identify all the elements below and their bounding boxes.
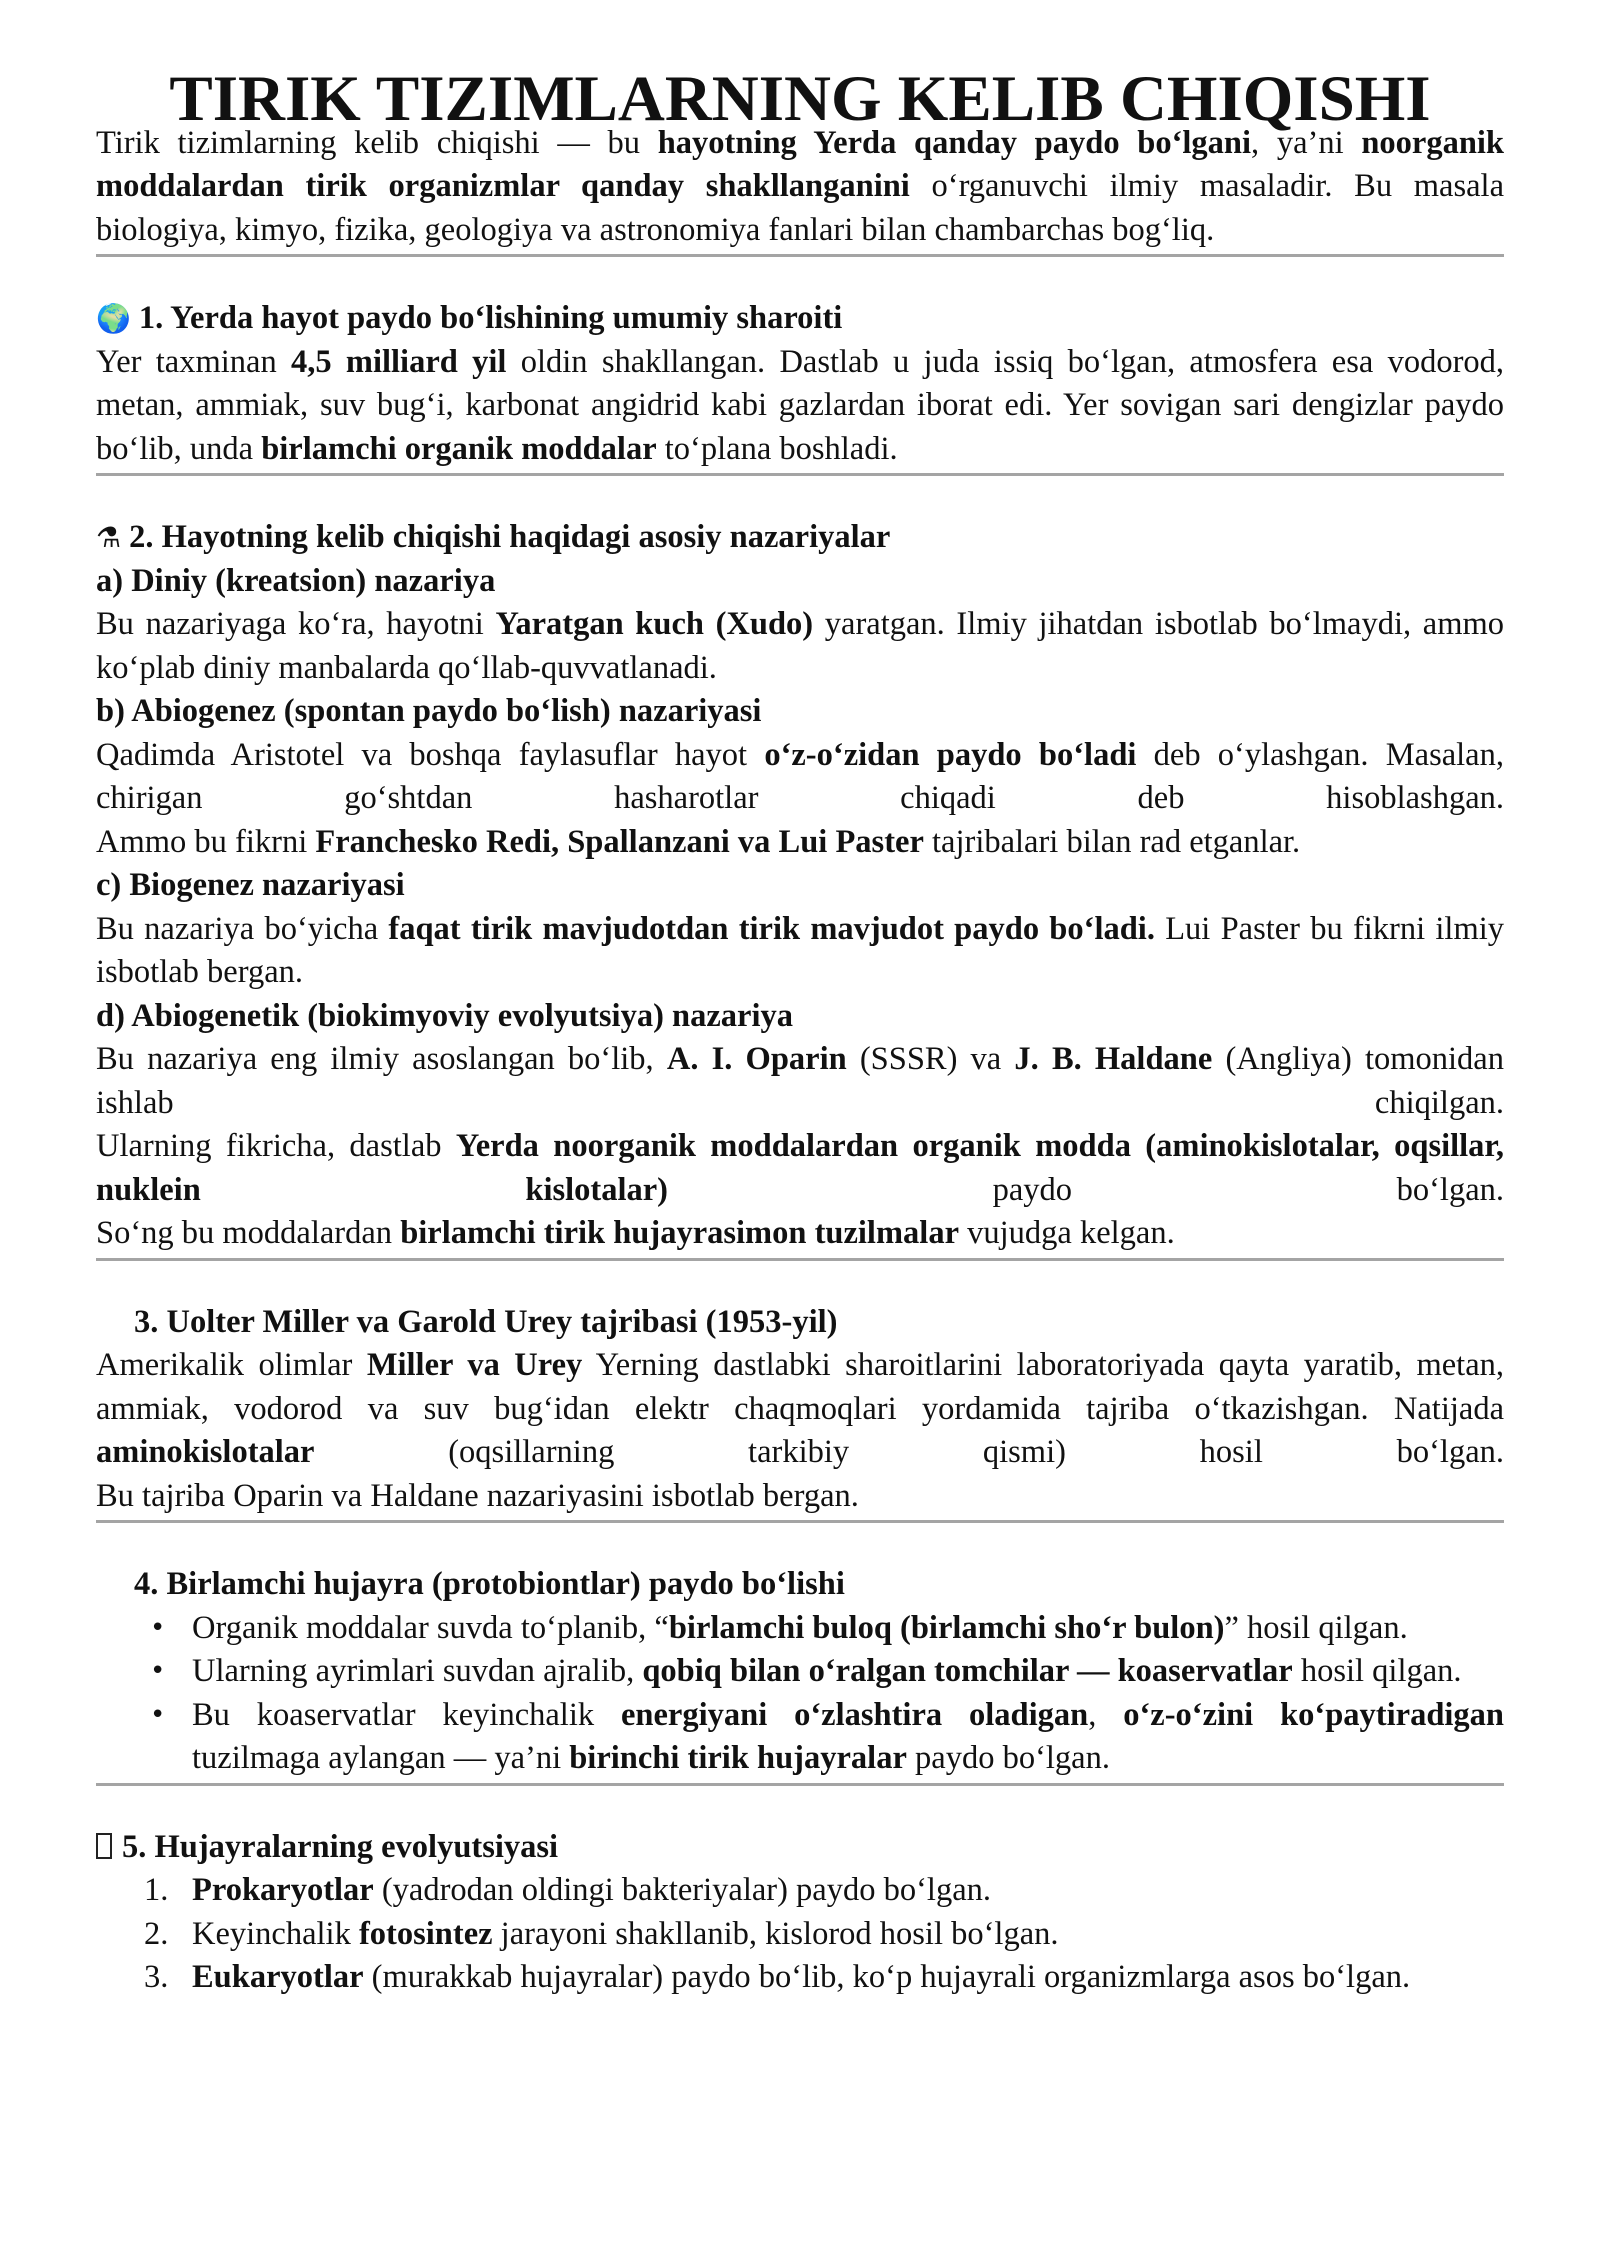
text-run: paydo bo‘lgan.	[906, 1740, 1110, 1776]
text-run: Tirik tizimlarning kelib chiqishi — bu	[96, 124, 658, 161]
text-run: (SSSR) va	[846, 1041, 1015, 1077]
bold-text: 4,5 milliard yil	[290, 343, 507, 380]
section-5-heading	[96, 1826, 1504, 1870]
bold-text: energiyani o‘zlashtira oladigan	[620, 1696, 1089, 1733]
bold-text: noorganik moddalardan tirik organizmlar qanday shakllanganini	[96, 124, 1505, 204]
text-run: hosil qilgan.	[1292, 1653, 1462, 1689]
text-run: (murakkab hujayralar) paydo bo‘lib, ko‘p hujayrali organizmlarga asos bo‘lgan.	[363, 1959, 1411, 1995]
text-run: to‘plana boshladi.	[656, 430, 898, 467]
section-divider	[96, 473, 1504, 476]
document-title: TIRIK TIZIMLARNING KELIB CHIQISHI	[169, 63, 1431, 135]
section-1-heading	[96, 297, 1504, 341]
theory-d-paragraph	[96, 1038, 1504, 1125]
theory-b-heading: b) Abiogenez (spontan paydo bo‘lish) nazariyasi	[96, 693, 762, 729]
text-run: Amerikalik olimlar	[96, 1347, 367, 1383]
text-run: tajribalari bilan rad etganlar.	[923, 823, 1301, 860]
bold-text: Yaratgan kuch (Xudo)	[495, 606, 814, 642]
document-page	[96, 63, 1505, 2000]
text-run: Yer taxminan	[96, 343, 291, 380]
bold-text: J. B. Haldane	[1014, 1041, 1213, 1077]
bold-text: aminokislotalar	[96, 1434, 315, 1470]
bold-text: A. I. Oparin	[666, 1041, 847, 1077]
theory-a-heading: a) Diniy (kreatsion) nazariya	[96, 562, 496, 599]
theory-d-heading: d) Abiogenetik (biokimyoviy evolyutsiya) nazariya	[96, 997, 793, 1034]
text-run: Bu nazariyaga ko‘ra, hayotni	[96, 606, 496, 642]
globe-icon: 🌍	[96, 302, 131, 335]
bold-text: Miller va Urey	[366, 1347, 583, 1383]
bold-text: Eukaryotlar	[192, 1959, 364, 1995]
list-item	[96, 1913, 1504, 1957]
bold-text: o‘z-o‘zini ko‘paytiradigan	[1123, 1696, 1504, 1733]
text-run: Yerning dastlabki sharoitlarini laboratoriyada qayta yaratib, metan, ammiak, vodorod va suv bug‘idan elektr chaqmoqlari yordamida tajriba o‘tkazishgan. Natijada	[96, 1347, 1504, 1427]
list-number: 3.	[144, 1959, 169, 1995]
text-run: Bu nazariya bo‘yicha	[96, 910, 389, 947]
section-divider	[96, 1520, 1504, 1523]
list-number: 1.	[144, 1872, 169, 1908]
section-divider	[96, 254, 1504, 257]
section-2-heading	[96, 516, 1504, 560]
list-item	[96, 1956, 1504, 2000]
text-run: Ularning fikricha, dastlab	[96, 1128, 456, 1164]
theory-a-paragraph	[96, 603, 1504, 690]
list-item	[96, 1650, 1504, 1694]
bold-text: birlamchi buloq (birlamchi sho‘r bulon)	[668, 1609, 1225, 1646]
section-1-paragraph	[96, 341, 1504, 472]
text-run: Ularning ayrimlari suvdan ajralib,	[192, 1653, 643, 1689]
text-run: Qadimda Aristotel va boshqa faylasuflar hayot	[96, 736, 765, 773]
missing-glyph-icon	[96, 1833, 112, 1859]
bold-text: o‘z-o‘zidan paydo bo‘ladi	[764, 736, 1137, 773]
bold-text: Prokaryotlar	[192, 1872, 374, 1908]
text-run: So‘ng bu moddalardan	[96, 1215, 401, 1251]
list-item-text	[192, 1916, 1059, 1952]
text-run: (Angliya) tomonidan ishlab chiqilgan.	[96, 1041, 1504, 1121]
bold-text: birinchi tirik hujayralar	[569, 1740, 907, 1776]
section-3-paragraph-2	[96, 1475, 1504, 1519]
section-3-heading: 3. Uolter Miller va Garold Urey tajribasi (1953-yil)	[134, 1303, 838, 1340]
section-3-paragraph	[96, 1344, 1504, 1475]
theory-b-paragraph-2	[96, 821, 1504, 865]
text-run: Keyinchalik	[192, 1915, 359, 1952]
section-4-heading: 4. Birlamchi hujayra (protobiontlar) paydo bo‘lishi	[134, 1566, 845, 1602]
theory-c-paragraph	[96, 908, 1504, 995]
section-divider	[96, 1783, 1504, 1786]
text-run: deb o‘ylashgan. Masalan, chirigan go‘shtdan hasharotlar chiqadi deb hisoblashgan.	[96, 736, 1504, 816]
text-run: Lui Paster bu fikrni ilmiy isbotlab bergan.	[96, 910, 1505, 990]
text-run: oldin shakllangan. Dastlab u juda issiq bo‘lgan, atmosfera esa vodorod, metan, ammiak, suv bug‘i, karbonat angidrid kabi gazlardan iborat edi. Yer sovigan sari dengizlar paydo bo‘lib, unda	[96, 343, 1505, 467]
text-run: vujudga kelgan.	[959, 1215, 1175, 1251]
list-item	[96, 1694, 1504, 1781]
text-run: yaratgan. Ilmiy jihatdan isbotlab bo‘lmaydi, ammo ko‘plab diniy manbalarda qo‘llab-quvvatlanadi.	[96, 606, 1504, 686]
section-1-heading-text: 1. Yerda hayot paydo bo‘lishining umumiy sharoiti	[138, 300, 843, 336]
section-5-heading-text: 5. Hujayralarning evolyutsiyasi	[122, 1828, 559, 1865]
alembic-icon: ⚗	[96, 521, 122, 554]
bold-text: Franchesko Redi, Spallanzani va Lui Paster	[315, 823, 924, 860]
bold-text: fotosintez	[358, 1915, 493, 1952]
cell-evolution-list	[96, 1869, 1504, 2000]
text-run: (oqsillarning tarkibiy qismi) hosil bo‘lgan.	[314, 1434, 1504, 1470]
bold-text: hayotning Yerda qanday paydo bo‘lgani	[657, 124, 1252, 161]
section-divider	[96, 1258, 1504, 1261]
text-run: o‘rganuvchi ilmiy masaladir. Bu masala biologiya, kimyo, fizika, geologiya va astronomiya fanlari bilan chambarchas bog‘liq.	[96, 168, 1504, 248]
text-run: Organik moddalar suvda to‘planib, “	[192, 1609, 669, 1646]
list-item	[96, 1607, 1504, 1651]
theory-d-paragraph-2	[96, 1125, 1504, 1212]
list-item-text	[192, 1959, 1410, 1995]
text-run: paydo bo‘lgan.	[668, 1171, 1504, 1208]
bold-text: birlamchi organik moddalar	[261, 430, 657, 467]
text-run: , ya’ni	[1251, 124, 1362, 161]
bold-text: qobiq bilan o‘ralgan tomchilar — koaservatlar	[642, 1653, 1293, 1689]
bold-text: Yerda noorganik moddalardan organik modda (aminokislotalar, oqsillar, nuklein kislotalar)	[96, 1128, 1504, 1208]
text-run: jarayoni shakllanib, kislorod hosil bo‘lgan.	[492, 1915, 1059, 1952]
text-run: tuzilmaga aylangan — ya’ni	[192, 1740, 570, 1776]
bold-text: faqat tirik mavjudotdan tirik mavjudot paydo bo‘ladi.	[388, 910, 1155, 947]
theory-c-heading: c) Biogenez nazariyasi	[96, 867, 405, 903]
list-number: 2.	[144, 1915, 169, 1952]
bold-text: birlamchi tirik hujayrasimon tuzilmalar	[400, 1215, 959, 1251]
text-run: ” hosil qilgan.	[1224, 1609, 1408, 1646]
text-run: Bu nazariya eng ilmiy asoslangan bo‘lib,	[96, 1041, 667, 1077]
section-2-heading-text: 2. Hayotning kelib chiqishi haqidagi asosiy nazariyalar	[129, 519, 891, 555]
text-run: ,	[1088, 1696, 1124, 1733]
text-run: (yadrodan oldingi bakteriyalar) paydo bo‘lgan.	[373, 1872, 992, 1908]
list-item	[96, 1869, 1504, 1913]
list-item-text	[192, 1872, 991, 1908]
intro-paragraph	[96, 122, 1504, 253]
text-run: Ammo bu fikrni	[96, 823, 316, 860]
text-run: Bu koaservatlar keyinchalik	[192, 1696, 621, 1733]
theory-d-paragraph-3	[96, 1212, 1504, 1256]
theory-b-paragraph	[96, 734, 1504, 821]
protobiont-list	[96, 1607, 1504, 1781]
text-run: Bu tajriba Oparin va Haldane nazariyasini isbotlab bergan.	[96, 1477, 859, 1514]
